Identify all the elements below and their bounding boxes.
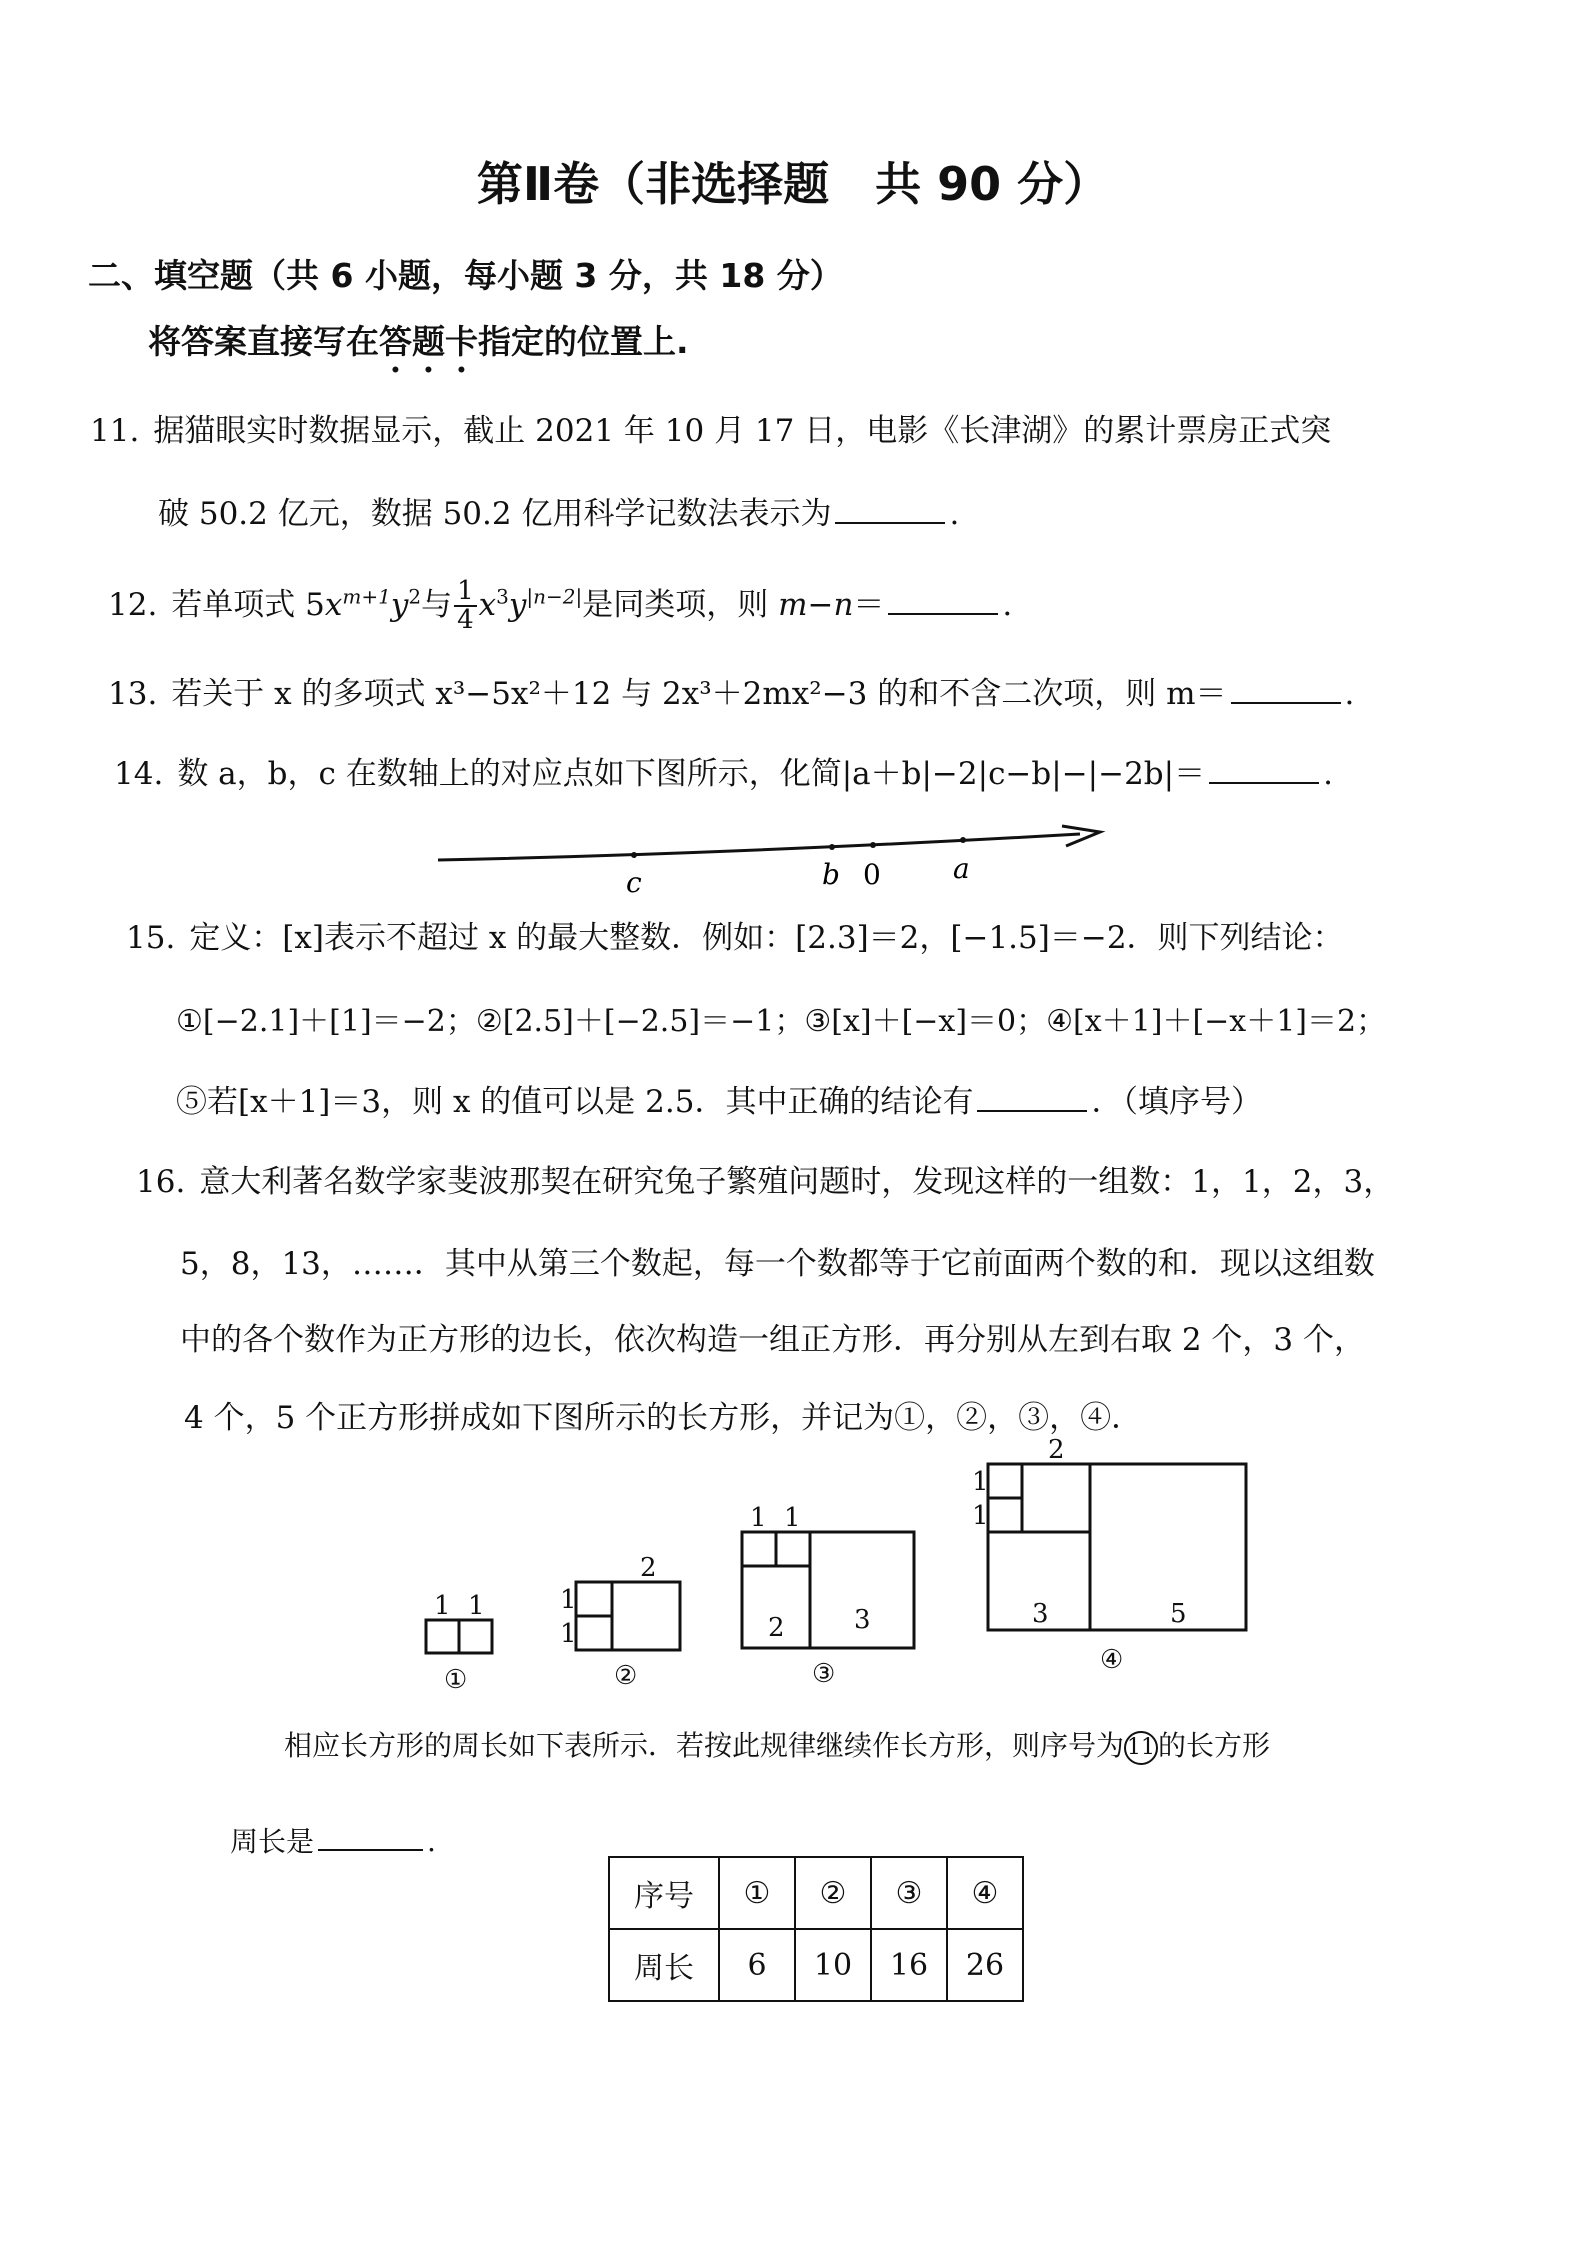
instruction-after: 指定的位置上. — [478, 322, 689, 361]
fig4-label-1a: 1 — [972, 1467, 989, 1497]
q12-p1: 若单项式 5 — [171, 586, 325, 623]
point-b — [829, 844, 835, 850]
q12-x: x — [324, 586, 343, 623]
q12-line — [108, 578, 1012, 635]
q12-minus: − — [807, 586, 834, 623]
q12-y2: y — [508, 586, 527, 623]
table-cell: ① — [719, 1857, 795, 1929]
fig3-label-1b: 1 — [784, 1503, 801, 1533]
q11-text1: 据猫眼实时数据显示，截止 2021 年 10 月 17 日，电影《长津湖》的累计票房正式突 — [153, 413, 1332, 449]
q13-text: 若关于 x 的多项式 x³−5x²＋12 与 2x³＋2mx²−3 的和不含二次项，则 m＝ — [171, 676, 1227, 712]
q13-answer-blank[interactable] — [1231, 701, 1341, 704]
q14-line — [114, 748, 1333, 793]
q16-after1-after: 的长方形 — [1158, 1729, 1271, 1762]
fig2-caption: ② — [614, 1661, 638, 1691]
q14-end: . — [1323, 756, 1333, 792]
section-heading: 二、填空题（共 6 小题，每小题 3 分，共 18 分） — [88, 256, 843, 295]
q13-end: . — [1344, 676, 1355, 712]
q15-text1: 定义：[x]表示不超过 x 的最大整数．例如：[2.3]＝2，[−1.5]＝−2．则下列结论： — [189, 920, 1344, 956]
q16-line2: 5，8，13，……．其中从第三个数起，每一个数都等于它前面两个数的和．现以这组数 — [180, 1246, 1375, 1282]
table-cell: 6 — [719, 1929, 795, 2001]
q16-after-line1 — [284, 1724, 1270, 1765]
q14-number: 14. — [114, 756, 164, 792]
label-b: b — [822, 858, 840, 891]
q12-end: . — [1002, 586, 1013, 623]
table-cell: 10 — [795, 1929, 871, 2001]
q13-line — [108, 668, 1354, 713]
q11-text2: 破 50.2 亿元，数据 50.2 亿用科学记数法表示为 — [158, 496, 832, 532]
q12-frac-den: 4 — [457, 605, 474, 636]
label-a: a — [953, 852, 970, 885]
q11-answer-blank[interactable] — [835, 521, 945, 524]
perimeter-table — [608, 1856, 1024, 2002]
q16-line1 — [136, 1156, 1394, 1201]
q16-after2-end: . — [427, 1825, 436, 1858]
q13-number: 13. — [108, 676, 158, 712]
q12-answer-blank[interactable] — [888, 612, 998, 615]
fig3-label-2: 2 — [768, 1613, 785, 1643]
instruction-before: 将答案直接写在 — [148, 322, 379, 361]
q14-text: 数 a，b，c 在数轴上的对应点如下图所示，化简|a＋b|−2|c−b|−|−2b|＝ — [177, 756, 1206, 792]
label-c: c — [626, 866, 642, 899]
q15-text3: ⑤若[x＋1]＝3，则 x 的值可以是 2.5．其中正确的结论有 — [176, 1084, 974, 1120]
q12-exp2: 2 — [408, 584, 422, 609]
fig4-label-5: 5 — [1170, 1599, 1187, 1629]
table-row — [609, 1857, 1023, 1929]
q16-circled-11: 11 — [1124, 1731, 1158, 1765]
q15-answer-blank[interactable] — [977, 1109, 1087, 1112]
q14-answer-blank[interactable] — [1209, 781, 1319, 784]
q15-line1 — [126, 912, 1344, 957]
q12-fraction — [454, 578, 477, 635]
q16-answer-blank[interactable] — [318, 1848, 423, 1851]
page-title: 第Ⅱ卷（非选择题 共 90 分） — [476, 157, 1110, 211]
rect-4 — [988, 1464, 1246, 1630]
q16-after2-before: 周长是 — [230, 1825, 315, 1858]
point-c — [631, 852, 637, 858]
q12-exp4: |n−2| — [526, 584, 583, 609]
instruction — [148, 316, 689, 381]
q16-line3: 中的各个数作为正方形的边长，依次构造一组正方形．再分别从左到右取 2 个，3 个， — [180, 1322, 1366, 1358]
fig3-label-1a: 1 — [750, 1503, 767, 1533]
number-line-axis — [438, 834, 1080, 860]
q12-number: 12. — [108, 586, 158, 623]
fig1-label-1b: 1 — [468, 1591, 485, 1621]
q16-text1: 意大利著名数学家斐波那契在研究兔子繁殖问题时，发现这样的一组数：1，1，2，3， — [199, 1164, 1395, 1200]
q15-number: 15. — [126, 920, 176, 956]
label-zero: 0 — [863, 858, 881, 891]
point-a — [960, 837, 966, 843]
table-header-index: 序号 — [609, 1857, 719, 1929]
q12-n: n — [833, 586, 854, 623]
fig4-label-1b: 1 — [972, 1501, 989, 1531]
table-cell: ② — [795, 1857, 871, 1929]
q15-end: ．（填序号） — [1091, 1084, 1262, 1120]
table-cell: ④ — [947, 1857, 1023, 1929]
fig3-caption: ③ — [812, 1659, 836, 1689]
fibonacci-rectangles-figure — [400, 1432, 1280, 1702]
q15-line3 — [176, 1076, 1262, 1121]
q16-number: 16. — [136, 1164, 186, 1200]
q12-exp1: m+1 — [342, 584, 391, 609]
q12-x2: x — [478, 586, 497, 623]
table-row — [609, 1929, 1023, 2001]
table-cell: 26 — [947, 1929, 1023, 2001]
fig3-label-3: 3 — [854, 1605, 871, 1635]
table-header-perimeter: 周长 — [609, 1929, 719, 2001]
fig2-label-2: 2 — [640, 1553, 657, 1583]
q12-m: m — [778, 586, 808, 623]
table-cell: 16 — [871, 1929, 947, 2001]
q12-p2: 与 — [421, 586, 453, 623]
q12-p3: 是同类项，则 — [582, 586, 769, 623]
q11-end: . — [949, 496, 960, 532]
number-line-figure — [430, 810, 1110, 910]
q11-line1 — [90, 405, 1331, 450]
q16-line4: 4 个，5 个正方形拼成如下图所示的长方形，并记为①，②，③，④． — [184, 1400, 1143, 1436]
fig1-label-1a: 1 — [434, 1591, 451, 1621]
fig4-label-3: 3 — [1032, 1599, 1049, 1629]
q12-y: y — [390, 586, 409, 623]
q16-after1-before: 相应长方形的周长如下表所示．若按此规律继续作长方形，则序号为 — [284, 1729, 1125, 1762]
fig4-label-2: 2 — [1048, 1435, 1065, 1465]
instruction-dotted: 答题卡 — [379, 322, 478, 361]
q12-frac-num: 1 — [454, 578, 477, 607]
fig2-label-1b: 1 — [560, 1619, 577, 1649]
q12-exp3: 3 — [496, 584, 509, 609]
fig1-caption: ① — [444, 1665, 468, 1695]
q16-after-line2 — [230, 1820, 436, 1860]
q12-eq: ＝ — [853, 586, 885, 623]
fig2-label-1a: 1 — [560, 1585, 577, 1615]
q11-number: 11. — [90, 413, 140, 449]
fig4-caption: ④ — [1100, 1645, 1124, 1675]
table-cell: ③ — [871, 1857, 947, 1929]
point-zero — [870, 842, 876, 848]
q15-line2: ①[−2.1]＋[1]＝−2；②[2.5]＋[−2.5]＝−1；③[x]＋[−x]＝0；④[x＋1]＋[−x＋1]＝2； — [176, 1004, 1387, 1039]
q11-line2 — [158, 488, 959, 533]
